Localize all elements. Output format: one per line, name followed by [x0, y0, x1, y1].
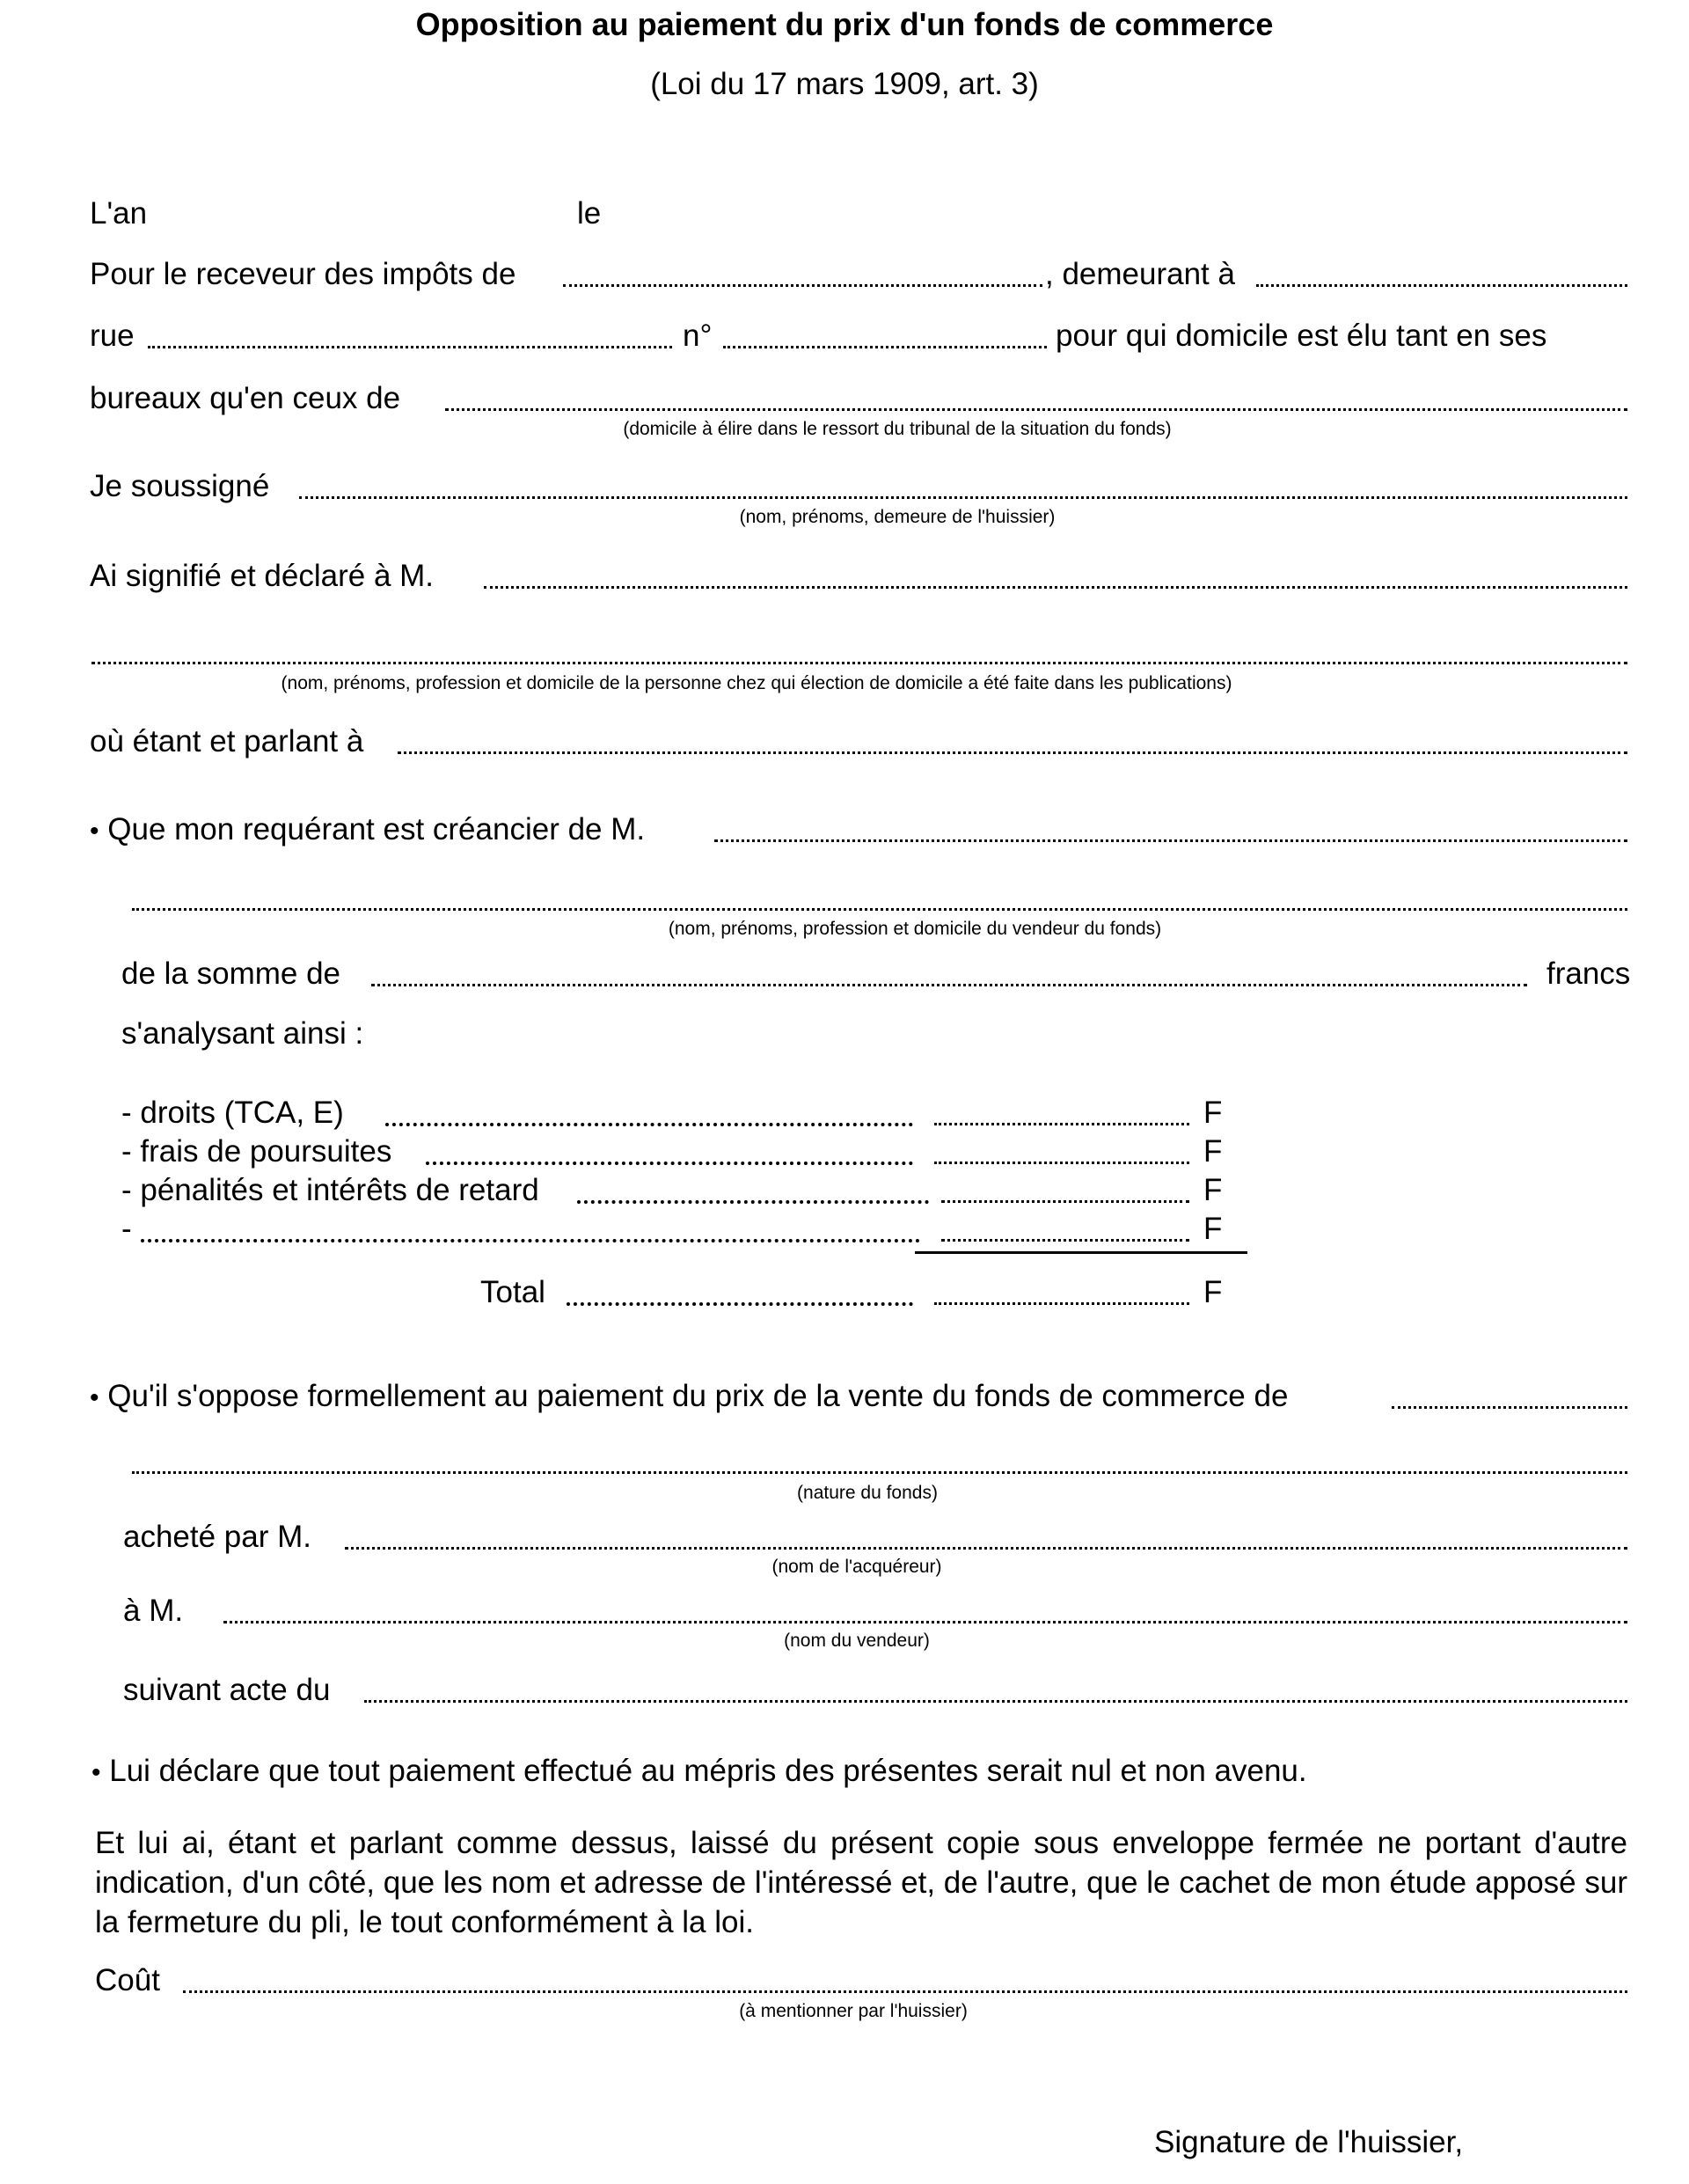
item-penalites-leader — [577, 1200, 929, 1204]
total-label: Total — [480, 1275, 545, 1309]
a-m-field[interactable] — [223, 1621, 1627, 1623]
soussigne-caption: (nom, prénoms, demeure de l'huissier) — [739, 507, 1056, 527]
somme-label: de la somme de — [121, 956, 341, 991]
item-penalites-label: - pénalités et intérêts de retard — [121, 1173, 539, 1207]
bureaux-label: bureaux qu'en ceux de — [90, 381, 401, 415]
declaration-text: Lui déclare que tout paiement effectué au mépris des présentes serait nul et non avenu. — [109, 1754, 1307, 1788]
francs-label: francs — [1546, 956, 1631, 991]
creancier-line — [90, 811, 645, 850]
item-frais-leader — [426, 1162, 913, 1165]
creancier-label: Que mon requérant est créancier de M. — [107, 812, 646, 846]
item-frais-field[interactable] — [934, 1162, 1189, 1164]
opposition-label: Qu'il s'oppose formellement au paiement du prix de la vente du fonds de commerce de — [107, 1379, 1289, 1413]
signifie-field[interactable] — [484, 586, 1627, 589]
item-frais-label: - frais de poursuites — [121, 1134, 392, 1169]
item-droits-field[interactable] — [934, 1123, 1189, 1125]
item-other-unit: F — [1203, 1212, 1223, 1246]
item-droits-label: - droits (TCA, E) — [121, 1096, 344, 1130]
domicile-elu-label: pour qui domicile est élu tant en ses — [1056, 319, 1547, 353]
nature-caption: (nature du fonds) — [797, 1483, 938, 1503]
item-other-leader — [141, 1239, 920, 1242]
form-subtitle: (Loi du 17 mars 1909, art. 3) — [650, 67, 1039, 101]
year-label: L'an — [90, 196, 148, 231]
signifie-field-2[interactable] — [91, 662, 1627, 664]
receveur-field[interactable] — [563, 284, 1042, 287]
cout-label: Coût — [95, 1963, 160, 1997]
demeurant-label: , demeurant à — [1045, 257, 1235, 291]
signifie-label: Ai signifié et déclaré à M. — [90, 559, 435, 593]
total-unit: F — [1203, 1275, 1223, 1309]
closing-paragraph: Et lui ai, étant et parlant comme dessus, laissé du présent copie sous enveloppe fermée ne portant d'autre indication, d'un côté, que les nom et adresse de l'intéressé et, de l'autre, que le cachet de mon étude apposé sur la fermeture du pli, le tout conformément à la loi. — [95, 1826, 1627, 1939]
bureaux-field[interactable] — [445, 408, 1627, 411]
date-label: le — [577, 196, 602, 231]
parlant-field[interactable] — [398, 751, 1627, 754]
declaration-line — [91, 1753, 1307, 1792]
item-frais-unit: F — [1203, 1134, 1223, 1169]
signifie-caption: (nom, prénoms, profession et domicile de la personne chez qui élection de domicile a été faite dans les publications) — [281, 673, 1232, 693]
numero-field[interactable] — [723, 346, 1047, 348]
parlant-label: où étant et parlant à — [90, 724, 364, 759]
achete-field[interactable] — [345, 1547, 1627, 1550]
total-field[interactable] — [934, 1302, 1189, 1305]
item-other-field[interactable] — [941, 1239, 1189, 1242]
bullet-icon: • — [90, 817, 99, 846]
soussigne-field[interactable] — [299, 496, 1627, 499]
creancier-field[interactable] — [714, 839, 1627, 842]
suivant-field[interactable] — [364, 1700, 1627, 1703]
bullet-icon: • — [90, 1383, 99, 1412]
item-other-label: - — [121, 1212, 132, 1246]
item-droits-unit: F — [1203, 1096, 1223, 1130]
cout-field[interactable] — [183, 1990, 1627, 1993]
nature-field[interactable] — [132, 1471, 1627, 1474]
a-m-label: à M. — [123, 1594, 184, 1628]
bureaux-caption: (domicile à élire dans le ressort du tribunal de la situation du fonds) — [623, 419, 1172, 439]
rue-label: rue — [90, 319, 135, 353]
receveur-label: Pour le receveur des impôts de — [90, 257, 516, 291]
a-m-caption: (nom du vendeur) — [784, 1631, 930, 1651]
signature-label: Signature de l'huissier, — [1154, 2125, 1464, 2159]
opposition-field[interactable] — [1392, 1406, 1627, 1409]
rue-field[interactable] — [148, 346, 672, 348]
item-penalites-unit: F — [1203, 1173, 1223, 1207]
cout-caption: (à mentionner par l'huissier) — [739, 2001, 968, 2021]
suivant-label: suivant acte du — [123, 1673, 331, 1707]
vendeur-field[interactable] — [132, 908, 1627, 911]
somme-field[interactable] — [371, 984, 1527, 986]
analysant-label: s'analysant ainsi : — [121, 1016, 364, 1051]
vendeur-caption: (nom, prénoms, profession et domicile du vendeur du fonds) — [668, 919, 1162, 939]
achete-label: acheté par M. — [123, 1520, 311, 1554]
bullet-icon: • — [91, 1758, 101, 1787]
total-divider — [915, 1251, 1247, 1254]
form-title: Opposition au paiement du prix d'un fonds de commerce — [415, 6, 1274, 42]
total-leader — [567, 1302, 913, 1306]
soussigne-label: Je soussigné — [90, 469, 270, 503]
opposition-line — [90, 1378, 1288, 1417]
numero-label: n° — [683, 319, 713, 353]
achete-caption: (nom de l'acquéreur) — [771, 1557, 942, 1577]
item-penalites-field[interactable] — [941, 1200, 1189, 1203]
demeurant-field[interactable] — [1256, 284, 1627, 287]
item-droits-leader — [385, 1123, 913, 1126]
